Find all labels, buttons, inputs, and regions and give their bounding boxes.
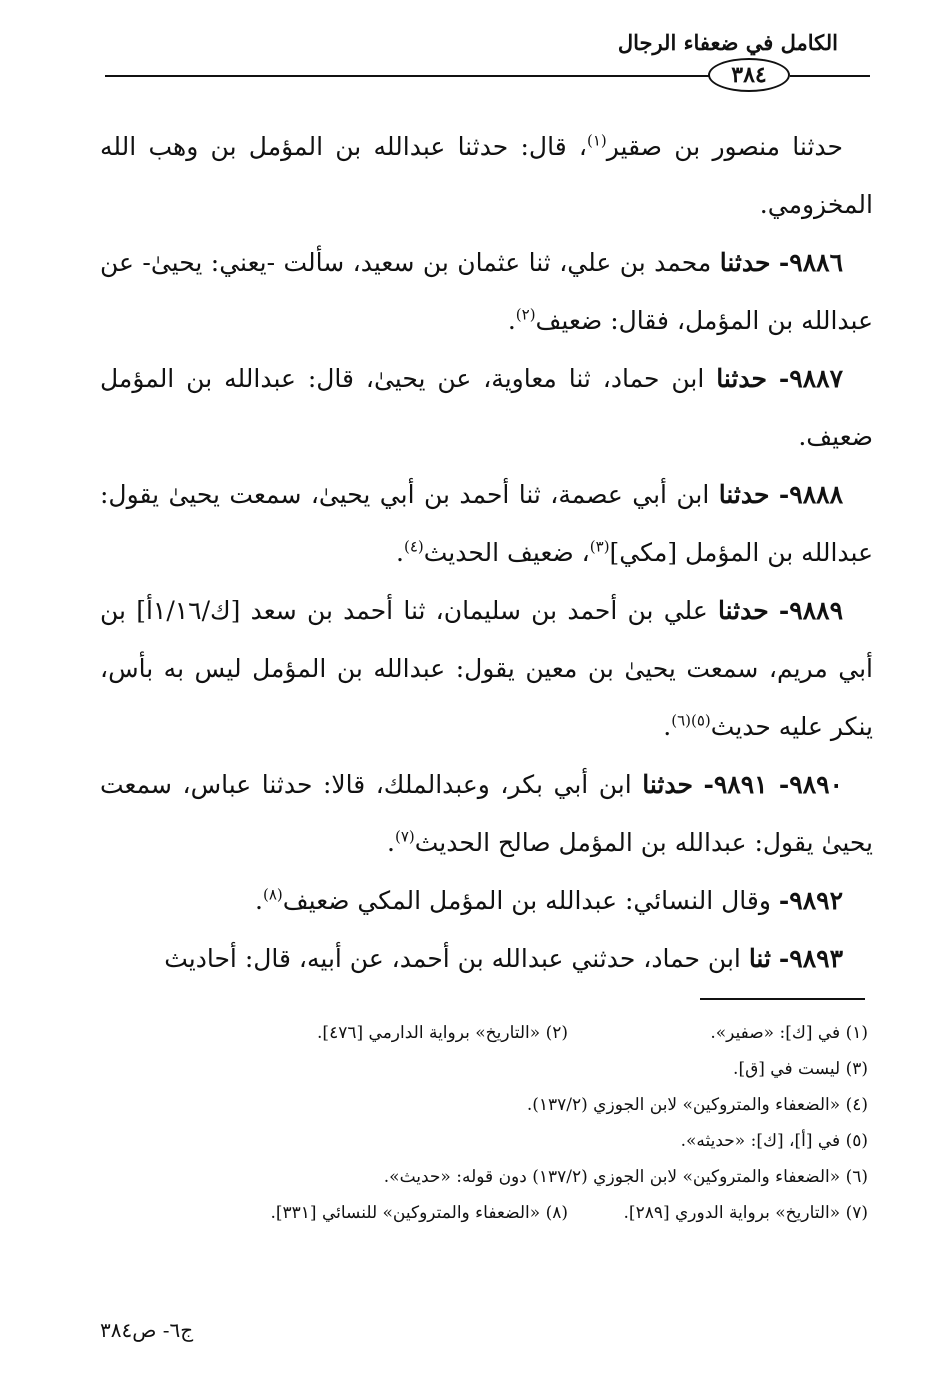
opening-paragraph: حدثنا منصور بن صقير$^{(١)}$، قال: حدثنا عبدالله بن المؤمل بن وهب الله المخزومي.: [100, 131, 873, 219]
footnote-ref: (٥)(٦): [671, 711, 711, 730]
footnote-ref: (٧): [394, 827, 415, 846]
entry-keyword: حدثنا: [718, 480, 770, 509]
footnote-ref: (١): [586, 131, 607, 150]
entry-9893: ٩٨٩٣- ثنا ابن حماد، حدثني عبدالله بن أحمد، عن أبيه، قال: أحاديث: [164, 944, 843, 973]
volume-page-reference: ج٦- ص٣٨٤: [100, 1318, 194, 1342]
footnote-7: (٧) «التاريخ» برواية الدوري [٢٨٩].: [623, 1203, 868, 1223]
footnote-row: [100, 1015, 868, 1051]
entry-keyword: حدثنا: [716, 364, 767, 393]
footnote-1: (١) في [ك]: «صفير».: [710, 1023, 868, 1043]
entry-number: ٩٨٩٠- ٩٨٩١-: [703, 770, 843, 799]
footnote-row: [100, 1087, 868, 1123]
footnote-row: [100, 1195, 868, 1231]
header-rule-right: [790, 75, 870, 77]
entry-9889: ٩٨٨٩- حدثنا علي بن أحمد بن سليمان، ثنا أحمد بن سعد [ك/١/١٦أ] بن أبي مريم، سمعت يحيىٰ بن معين يقول: عبدالله بن المؤمل ليس به بأس، ينكر عليه حديث$^{(٥)(٦)}$.: [100, 596, 873, 741]
footnote-ref: (٤): [403, 537, 424, 556]
entry-number: ٩٨٩٣-: [778, 944, 843, 973]
running-title: الكامل في ضعفاء الرجال: [617, 30, 838, 55]
entry-9886: ٩٨٨٦- حدثنا محمد بن علي، ثنا عثمان بن سعيد، سألت -يعني: يحيىٰ- عن عبدالله بن المؤمل، فقال: ضعيف$^{(٢)}$.: [100, 248, 873, 335]
footnote-separator: [700, 998, 865, 1000]
footnote-3: (٣) ليست في [ق].: [733, 1059, 868, 1079]
entry-keyword: ثنا: [748, 944, 771, 973]
footnote-ref: (٢): [515, 305, 536, 324]
footnote-5: (٥) في [أ]، [ك]: «حديثه».: [680, 1131, 868, 1151]
entry-number: ٩٨٨٧-: [778, 364, 843, 393]
entry-number: ٩٨٨٩-: [778, 596, 843, 625]
header-rule: [105, 75, 710, 77]
footnote-8: (٨) «الضعفاء والمتروكين» للنسائي [٣٣١].: [270, 1203, 568, 1223]
entry-keyword: حدثنا: [642, 770, 693, 799]
footnotes: [100, 1015, 868, 1231]
footnote-row: [100, 1159, 868, 1195]
entry-9888: ٩٨٨٨- حدثنا ابن أبي عصمة، ثنا أحمد بن أبي يحيىٰ، سمعت يحيىٰ يقول: عبدالله بن المؤمل [مكي]$^{(٣)}$، ضعيف الحديث$^{(٤)}$.: [100, 480, 873, 567]
page-number: ٣٨٤: [708, 58, 790, 92]
footnote-ref: (٨): [262, 885, 283, 904]
entry-keyword: حدثنا: [717, 596, 769, 625]
entry-9887: ٩٨٨٧- حدثنا ابن حماد، ثنا معاوية، عن يحيىٰ، قال: عبدالله بن المؤمل ضعيف.: [100, 364, 873, 451]
footnote-ref: (٣): [589, 537, 610, 556]
entry-number: ٩٨٨٨-: [778, 480, 843, 509]
footnote-2: (٢) «التاريخ» برواية الدارمي [٤٧٦].: [317, 1023, 568, 1043]
entry-number: ٩٨٨٦-: [778, 248, 843, 277]
footnote-4: (٤) «الضعفاء والمتروكين» لابن الجوزي (١٣٧/٢).: [526, 1095, 868, 1115]
footnote-row: [100, 1051, 868, 1087]
main-text: [100, 118, 873, 988]
entry-number: ٩٨٩٢-: [778, 886, 843, 915]
entry-9890-9891: ٩٨٩٠- ٩٨٩١- حدثنا ابن أبي بكر، وعبدالملك، قالا: حدثنا عباس، سمعت يحيىٰ يقول: عبدالله بن المؤمل صالح الحديث$^{(٧)}$.: [100, 770, 873, 857]
entry-keyword: حدثنا: [719, 248, 771, 277]
footnote-6: (٦) «الضعفاء والمتروكين» لابن الجوزي (١٣٧/٢) دون قوله: «حديث».: [383, 1167, 868, 1187]
entry-9892: ٩٨٩٢- وقال النسائي: عبدالله بن المؤمل المكي ضعيف$^{(٨)}$.: [255, 885, 843, 915]
footnote-row: [100, 1123, 868, 1159]
